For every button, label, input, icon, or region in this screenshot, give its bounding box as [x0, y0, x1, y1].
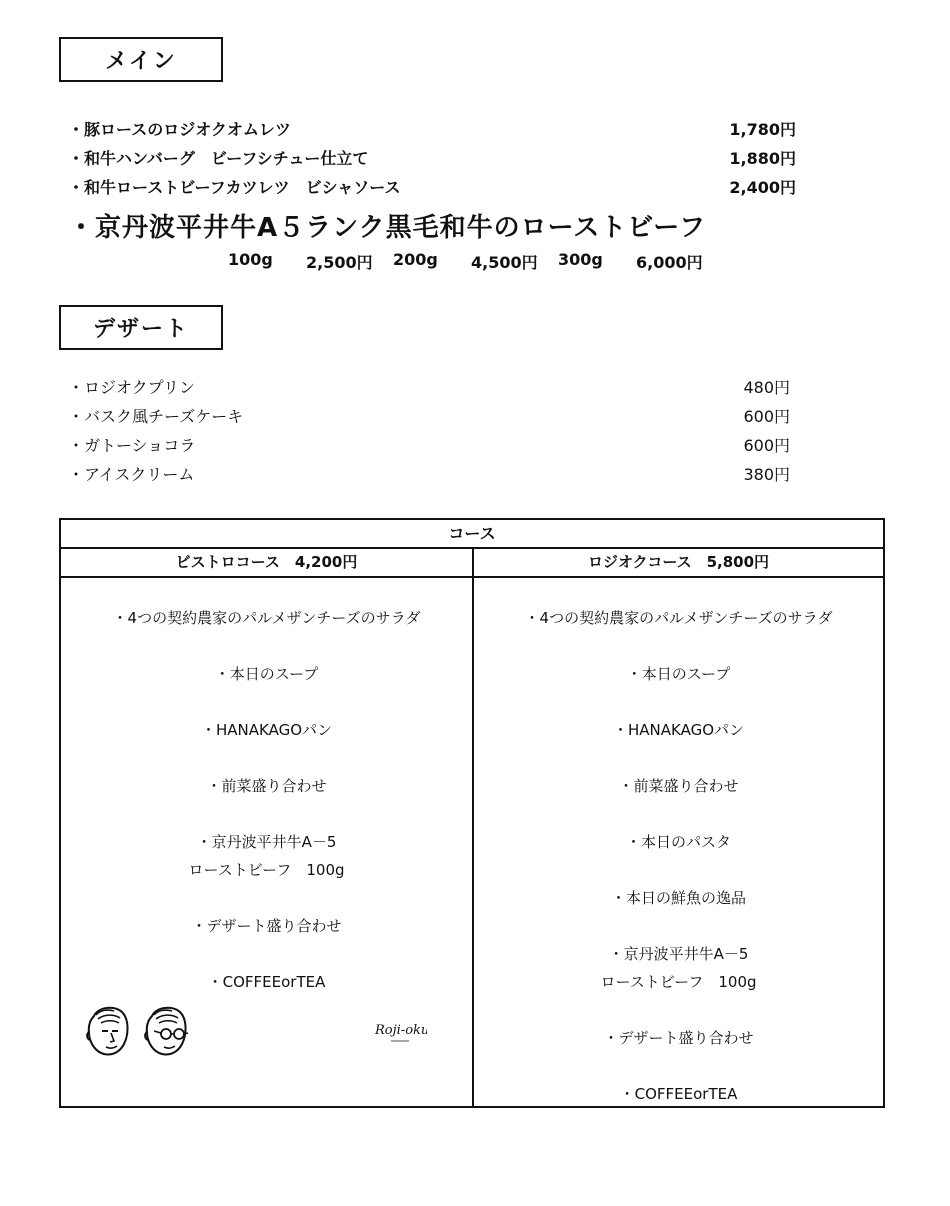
course-item: ・本日のパスタ: [625, 833, 731, 851]
course-item: ・前菜盛り合わせ: [618, 777, 739, 795]
face-with-glasses-illustration-icon: [142, 1004, 194, 1058]
course-item: ・4つの契約農家のパルメザンチーズのサラダ: [112, 609, 421, 627]
menu-item-price: 480円: [743, 378, 790, 397]
course-item: ローストビーフ 100g: [188, 861, 345, 879]
course-item: ・4つの契約農家のパルメザンチーズのサラダ: [524, 609, 833, 627]
menu-item-name: ・和牛ハンバーグ ビーフシチュー仕立て: [68, 149, 369, 168]
menu-item-price: 600円: [743, 436, 790, 455]
menu-item-name: ・豚ロースのロジオクオムレツ: [68, 120, 291, 139]
menu-item-name: ・ロジオクプリン: [68, 378, 196, 397]
menu-item: [68, 434, 808, 458]
option-price: 6,000円: [636, 253, 703, 272]
course-column-header: ビストロコース 4,200円: [61, 549, 472, 578]
course-item: ・デザート盛り合わせ: [603, 1029, 754, 1047]
menu-item-price: 1,780円: [729, 120, 796, 139]
course-item: ・COFFEEorTEA: [619, 1085, 738, 1103]
face-illustration-icon: [84, 1004, 132, 1058]
featured-item-options: [0, 250, 950, 274]
option-price: 2,500円: [306, 253, 373, 272]
course-item: ・COFFEEorTEA: [207, 973, 326, 991]
menu-item: [68, 376, 808, 400]
menu-item-name: ・バスク風チーズケーキ: [68, 407, 244, 426]
course-item: ・前菜盛り合わせ: [206, 777, 327, 795]
course-item: ・デザート盛り合わせ: [191, 917, 342, 935]
menu-item: [68, 463, 808, 487]
option-weight: 300g: [558, 250, 603, 269]
menu-item-price: 380円: [743, 465, 790, 484]
course-item: ・本日の鮮魚の逸品: [610, 889, 746, 907]
roji-oku-logo-icon: [373, 1018, 427, 1046]
course-column-header: ロジオクコース 5,800円: [474, 549, 883, 578]
menu-item-name: ・和牛ローストビーフカツレツ ビシャソース: [68, 178, 401, 197]
option-weight: 200g: [393, 250, 438, 269]
course-item: ・本日のスープ: [214, 665, 319, 683]
main-section-heading: メイン: [59, 37, 223, 82]
dessert-section-heading: デザート: [59, 305, 223, 350]
menu-item-price: 600円: [743, 407, 790, 426]
option-price: 4,500円: [471, 253, 538, 272]
menu-item: [68, 176, 808, 200]
featured-item-name: ・京丹波平井牛A５ランク黒毛和牛のローストビーフ: [68, 213, 706, 243]
course-item: ・京丹波平井牛A－5: [608, 945, 749, 963]
course-item: ・HANAKAGOパン: [612, 721, 745, 739]
course-title: コース: [61, 520, 883, 549]
menu-item: [68, 405, 808, 429]
menu-item-name: ・ガトーショコラ: [68, 436, 196, 455]
svg-text:Roji-oku: Roji-oku: [375, 1023, 427, 1038]
course-item: ・京丹波平井牛A－5: [196, 833, 337, 851]
menu-item: [68, 118, 808, 142]
course-item: ・本日のスープ: [626, 665, 731, 683]
menu-item-name: ・アイスクリーム: [68, 465, 195, 484]
menu-item-price: 2,400円: [729, 178, 796, 197]
brand-logo: [373, 1018, 427, 1046]
menu-item: [68, 147, 808, 171]
menu-item-price: 1,880円: [729, 149, 796, 168]
course-item: ・HANAKAGOパン: [200, 721, 333, 739]
course-item: ローストビーフ 100g: [600, 973, 757, 991]
option-weight: 100g: [228, 250, 273, 269]
